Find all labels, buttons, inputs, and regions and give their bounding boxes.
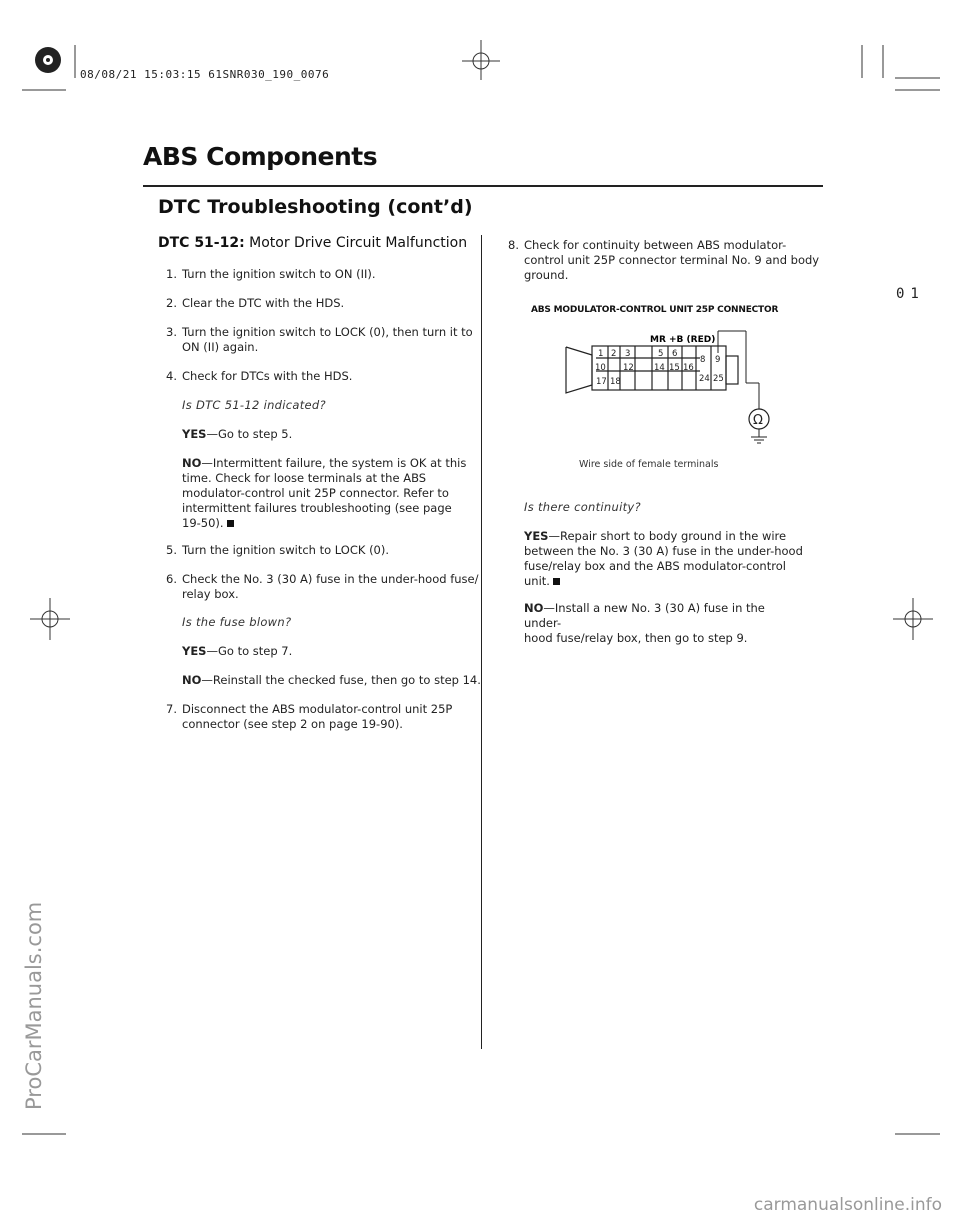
pin-label: 18	[610, 377, 621, 387]
print-stamp: 08/08/21 15:03:15 61SNR030_190_0076	[80, 68, 330, 81]
column-divider	[481, 235, 482, 1049]
answer-yes-3: YES—Repair short to body ground in the wire between the No. 3 (30 A) fuse in the under-hood fuse/relay box and the ABS modulator-control unit.	[524, 529, 803, 588]
step-7-cont: connector (see step 2 on page 19-90).	[182, 717, 403, 731]
end-mark	[227, 520, 234, 527]
pin-label: 3	[625, 349, 631, 359]
svg-text:Ω: Ω	[753, 413, 763, 428]
pin-label: 2	[611, 349, 617, 359]
pin-label: 16	[683, 363, 694, 373]
answer-no-3: NO—Install a new No. 3 (30 A) fuse in the under- hood fuse/relay box, then go to step 9.	[524, 601, 765, 645]
question-2: Is the fuse blown?	[182, 615, 292, 629]
pin-label: 9	[715, 355, 721, 365]
pin-label: 14	[654, 363, 665, 373]
step-6: 6. Check the No. 3 (30 A) fuse in the under-hood fuse/	[166, 572, 479, 586]
step-4: 4. Check for DTCs with the HDS.	[166, 369, 353, 383]
pin-label: 5	[658, 349, 664, 359]
pin-label: 24	[699, 374, 710, 384]
page-title: ABS Components	[143, 142, 378, 171]
section-title: DTC Troubleshooting (cont’d)	[158, 196, 473, 218]
ground-icon	[751, 429, 767, 443]
step-3-cont: ON (II) again.	[182, 340, 259, 354]
end-mark	[553, 578, 560, 585]
step-2: 2. Clear the DTC with the HDS.	[166, 296, 345, 310]
pin-label: 25	[713, 374, 724, 384]
footer-watermark: carmanualsonline.info	[753, 1195, 942, 1215]
pin-label: 8	[700, 355, 706, 365]
step-8: 8. Check for continuity between ABS modulator-	[508, 238, 787, 252]
pin-label: 6	[672, 349, 678, 359]
title-divider	[143, 185, 823, 187]
question-3: Is there continuity?	[524, 500, 641, 514]
connector-title: ABS MODULATOR-CONTROL UNIT 25P CONNECTOR	[531, 305, 779, 315]
dtc-heading	[158, 235, 467, 251]
pin-label: 1	[598, 349, 604, 359]
answer-no-1: NO—Intermittent failure, the system is OK at this time. Check for loose terminals at the ABS modulator-control unit 25P connector. Refer to intermittent failures troubleshooting (see page 19-50).	[182, 456, 467, 530]
answer-no-2: NO—Reinstall the checked fuse, then go to step 14.	[182, 673, 481, 687]
wire-label: MR +B (RED)	[650, 335, 716, 345]
ohmmeter-icon	[749, 409, 769, 429]
connector-caption: Wire side of female terminals	[579, 459, 719, 470]
side-mark: 01	[896, 286, 925, 302]
dtc-description: Motor Drive Circuit Malfunction	[249, 235, 468, 251]
step-7: 7. Disconnect the ABS modulator-control unit 25P	[166, 702, 453, 716]
side-watermark: ProCarManuals.com	[22, 901, 46, 1110]
answer-yes-1: YES—Go to step 5.	[182, 427, 293, 441]
step-5: 5. Turn the ignition switch to LOCK (0).	[166, 543, 390, 557]
connector-body	[566, 346, 738, 393]
pin-label: 15	[669, 363, 680, 373]
pin-label: 10	[595, 363, 606, 373]
step-8-cont-2: ground.	[524, 268, 569, 282]
question-1: Is DTC 51-12 indicated?	[182, 398, 326, 412]
pin-label: 17	[596, 377, 607, 387]
connector-diagram	[560, 325, 780, 455]
answer-yes-2: YES—Go to step 7.	[182, 644, 293, 658]
step-8-cont-1: control unit 25P connector terminal No. 9 and body	[524, 253, 820, 267]
top-left-target-icon	[35, 47, 61, 73]
step-1: 1. Turn the ignition switch to ON (II).	[166, 267, 376, 281]
pin-label: 12	[623, 363, 634, 373]
step-3: 3. Turn the ignition switch to LOCK (0), then turn it to	[166, 325, 473, 339]
dtc-code: DTC 51-12:	[158, 235, 245, 251]
step-6-cont: relay box.	[182, 587, 239, 601]
